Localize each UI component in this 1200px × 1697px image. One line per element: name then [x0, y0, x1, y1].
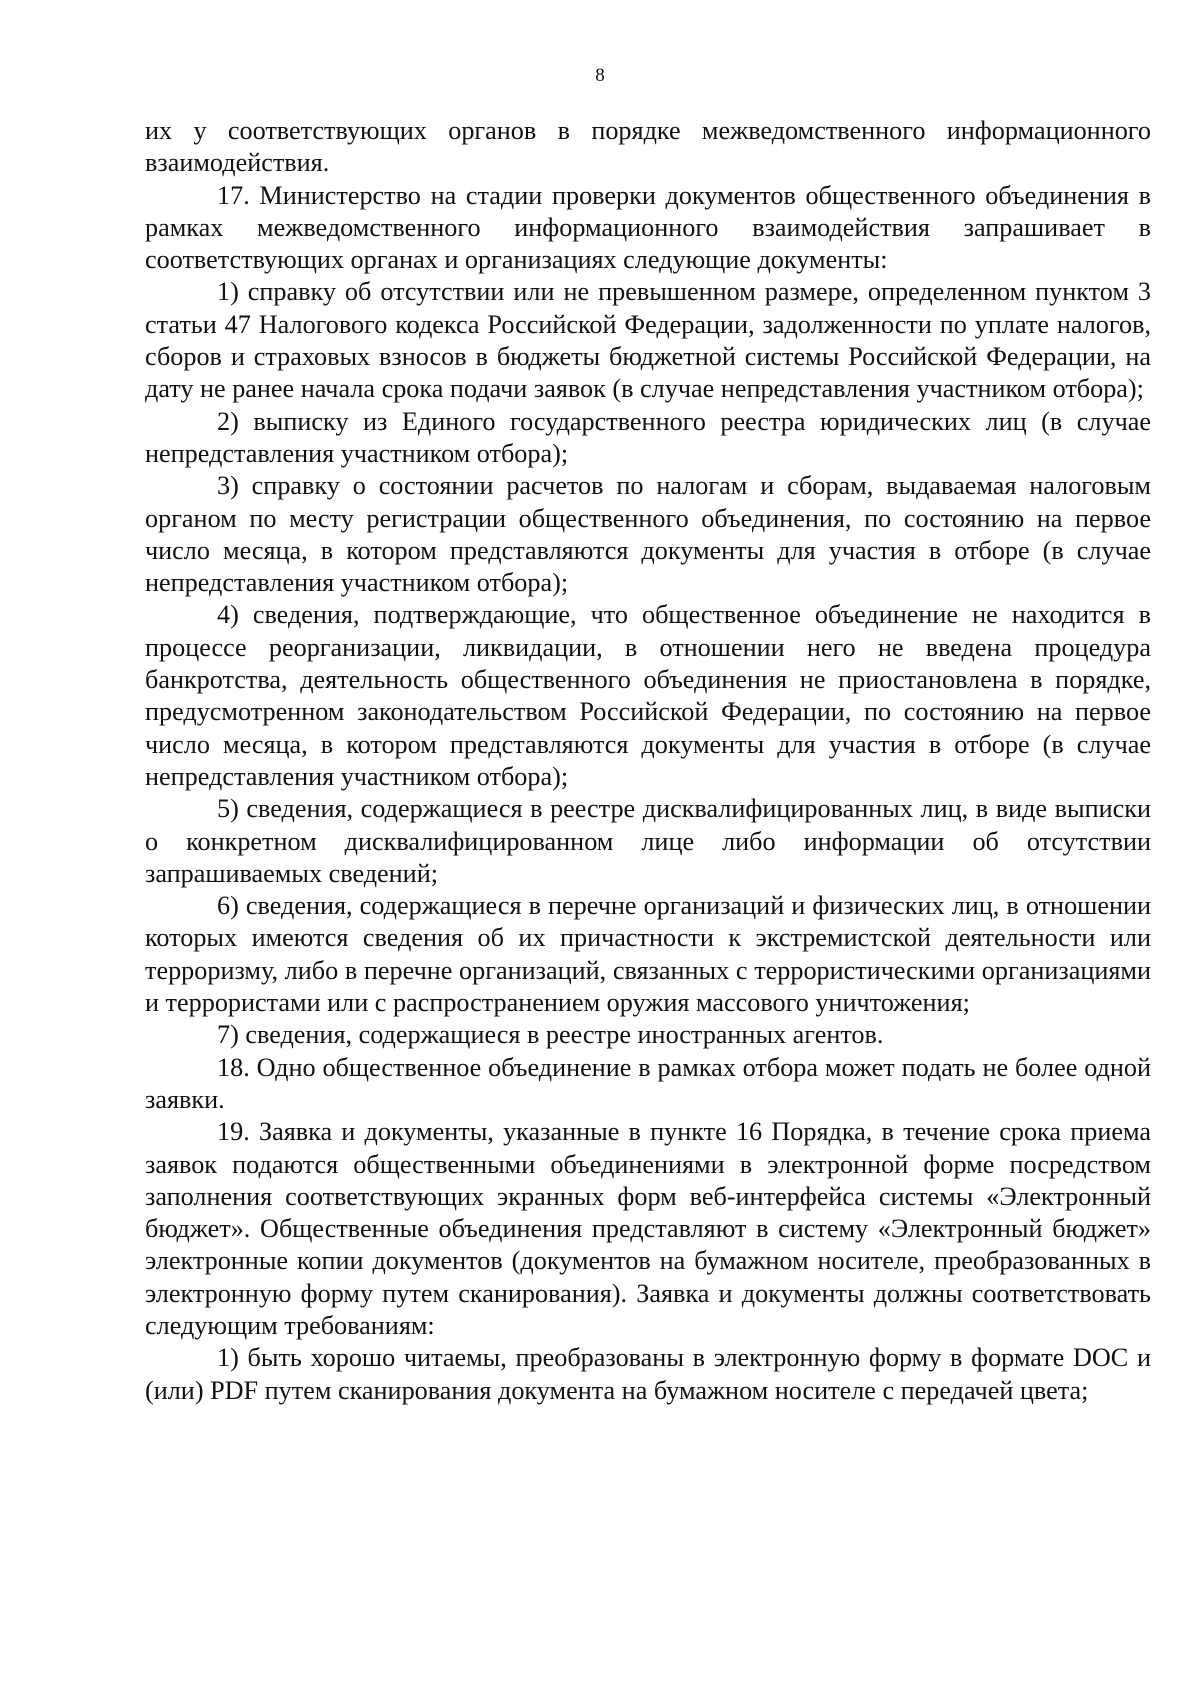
paragraph-item-17: 17. Министерство на стадии проверки документов общественного объединения в рамках межведомственного информационного взаимодействия запрашивает в соответствующих органах и организациях следующие документы: [145, 180, 1151, 275]
page-number: 8 [595, 65, 605, 86]
paragraph-subitem-5: 5) сведения, содержащиеся в реестре дисквалифицированных лиц, в виде выписки о конкретном дисквалифицированном лице либо информации об отсутствии запрашиваемых сведений; [145, 794, 1151, 888]
paragraph-continuation: их у соответствующих органов в порядке межведомственного информационного взаимодействия. [145, 116, 1151, 178]
paragraph-subitem-1: 1) справку об отсутствии или не превышенном размере, определенном пунктом 3 статьи 47 Налогового кодекса Российской Федерации, задолженности по уплате налогов, сборов и страховых взносов в бюджеты бюджетной системы Российской Федерации, на дату не ранее начала срока подачи заявок (в случае непредставления участником отбора); [145, 277, 1151, 404]
paragraph-requirement-1: 1) быть хорошо читаемы, преобразованы в электронную форму в формате DOC и (или) PDF путем сканирования документа на бумажном носителе с передачей цвета; [145, 1343, 1151, 1405]
paragraph-subitem-6: 6) сведения, содержащиеся в перечне организаций и физических лиц, в отношении которых имеются сведения об их причастности к экстремистской деятельности или терроризму, либо в перечне организаций, связанных с террористическими организациями и террористами или с распространением оружия массового уничтожения; [145, 891, 1151, 1018]
paragraph-item-19: 19. Заявка и документы, указанные в пункте 16 Порядка, в течение срока приема заявок подаются общественными объединениями в электронной форме посредством заполнения соответствующих экранных форм веб-интерфейса системы «Электронный бюджет». Общественные объединения представляют в систему «Электронный бюджет» электронные копии документов (документов на бумажном носителе, преобразованных в электронную форму путем сканирования). Заявка и документы должны соответствовать следующим требованиям: [145, 1117, 1151, 1340]
paragraph-subitem-7: 7) сведения, содержащиеся в реестре иностранных агентов. [217, 1020, 884, 1050]
paragraph-subitem-3: 3) справку о состоянии расчетов по налогам и сборам, выдаваемая налоговым органом по месту регистрации общественного объединения, по состоянию на первое число месяца, в котором представляются документы для участия в отборе (в случае непредставления участником отбора); [145, 471, 1151, 598]
document-body [145, 115, 1151, 1407]
paragraph-item-18: 18. Одно общественное объединение в рамках отбора может подать не более одной заявки. [145, 1052, 1151, 1114]
paragraph-subitem-4: 4) сведения, подтверждающие, что общественное объединение не находится в процессе реорганизации, ликвидации, в отношении него не введена процедура банкротства, деятельность общественного объединения не приостановлена в порядке, предусмотренном законодательством Российской Федерации, по состоянию на первое число месяца, в котором представляются документы для участия в отборе (в случае непредставления участником отбора); [145, 600, 1151, 791]
paragraph-subitem-2: 2) выписку из Единого государственного реестра юридических лиц (в случае непредставления участником отбора); [145, 406, 1151, 468]
